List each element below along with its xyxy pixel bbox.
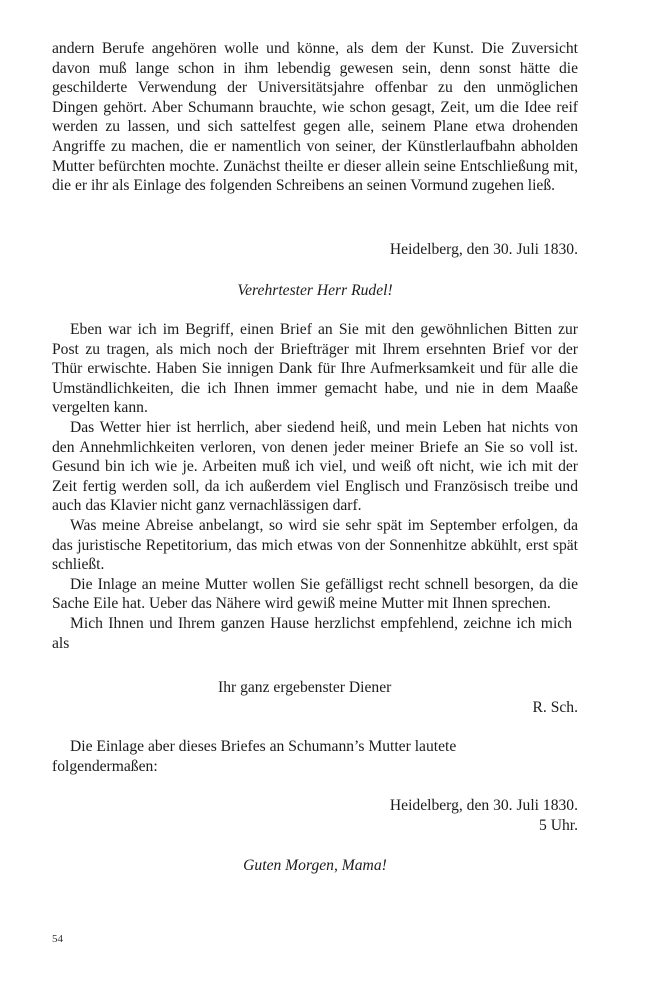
letter1-body (52, 320, 578, 653)
letter1-signature: R. Sch. (532, 699, 578, 716)
letter2-time: 5 Uhr. (539, 817, 578, 834)
letter1-dateline: Heidelberg, den 30. Juli 1830. (389, 241, 578, 258)
letter1-paragraph: Das Wetter hier ist herrlich, aber siedend heiß, und mein Leben hat nichts von den Annehmlichkeiten verloren, von denen jeder meiner Briefe an Sie so voll ist. Gesund bin ich wie je. Arbeiten muß ich viel, und weiß oft nicht, wie ich mit der Zeit fertig werden soll, da ich außerdem viel Englisch und Französisch treibe und auch das Klavier nicht ganz vernachlässigen darf. (52, 418, 578, 515)
letter2-dateline: Heidelberg, den 30. Juli 1830. (389, 797, 578, 814)
letter1-paragraph: Die Inlage an meine Mutter wollen Sie gefälligst recht schnell besorgen, da die Sache Eile hat. Ueber das Nähere wird gewiß meine Mutter mit Ihnen sprechen. (52, 575, 578, 613)
opening-paragraph-text: andern Berufe angehören wolle und könne, als dem der Kunst. Die Zuversicht davon muß lange schon in ihm lebendig gewesen sein, denn sonst hätte die geschilderte Verwendung der Universitätsjahre offenbar zu den unmöglichen Dingen gehört. Aber Schumann brauchte, wie schon gesagt, Zeit, um die Idee reif werden zu lassen, und sich sattelfest gegen alle, seinem Plane etwa drohenden Angriffe zu machen, die er namentlich von seiner, der Künstlerlaufbahn abholden Mutter befürchten mochte. Zunächst theilte er dieser allein seine Entschließung mit, die er ihr als Einlage des folgenden Schreibens an seinen Vormund zugehen ließ. (52, 40, 578, 195)
letter1-closing: Ihr ganz ergebenster Diener (218, 679, 392, 696)
bridge-paragraph (52, 737, 578, 776)
opening-paragraph (52, 39, 578, 196)
page-number: 54 (52, 933, 63, 945)
bridge-paragraph-text: Die Einlage aber dieses Briefes an Schumann’s Mutter lautete folgendermaßen: (52, 738, 457, 775)
letter1-salutation: Verehrtester Herr Rudel! (237, 282, 393, 299)
letter1-paragraph: Was meine Abreise anbelangt, so wird sie sehr spät im September erfolgen, da das juristische Repetitorium, das mich etwas von der Sonnenhitze abkühlt, erst spät schließt. (52, 516, 578, 574)
letter1-paragraph: Eben war ich im Begriff, einen Brief an Sie mit den gewöhnlichen Bitten zur Post zu tragen, als mich noch der Briefträger mit Ihrem ersehnten Brief vor der Thür erwischte. Haben Sie innigen Dank für Ihre Aufmerksamkeit und für alle die Umständlichkeiten, die ich Ihnen immer gemacht habe, und nie in dem Maaße vergelten kann. (52, 321, 578, 417)
letter2-salutation: Guten Morgen, Mama! (243, 857, 387, 874)
letter1-paragraph: Mich Ihnen und Ihrem ganzen Hause herzlichst empfehlend, zeichne ich mich als (52, 614, 572, 652)
